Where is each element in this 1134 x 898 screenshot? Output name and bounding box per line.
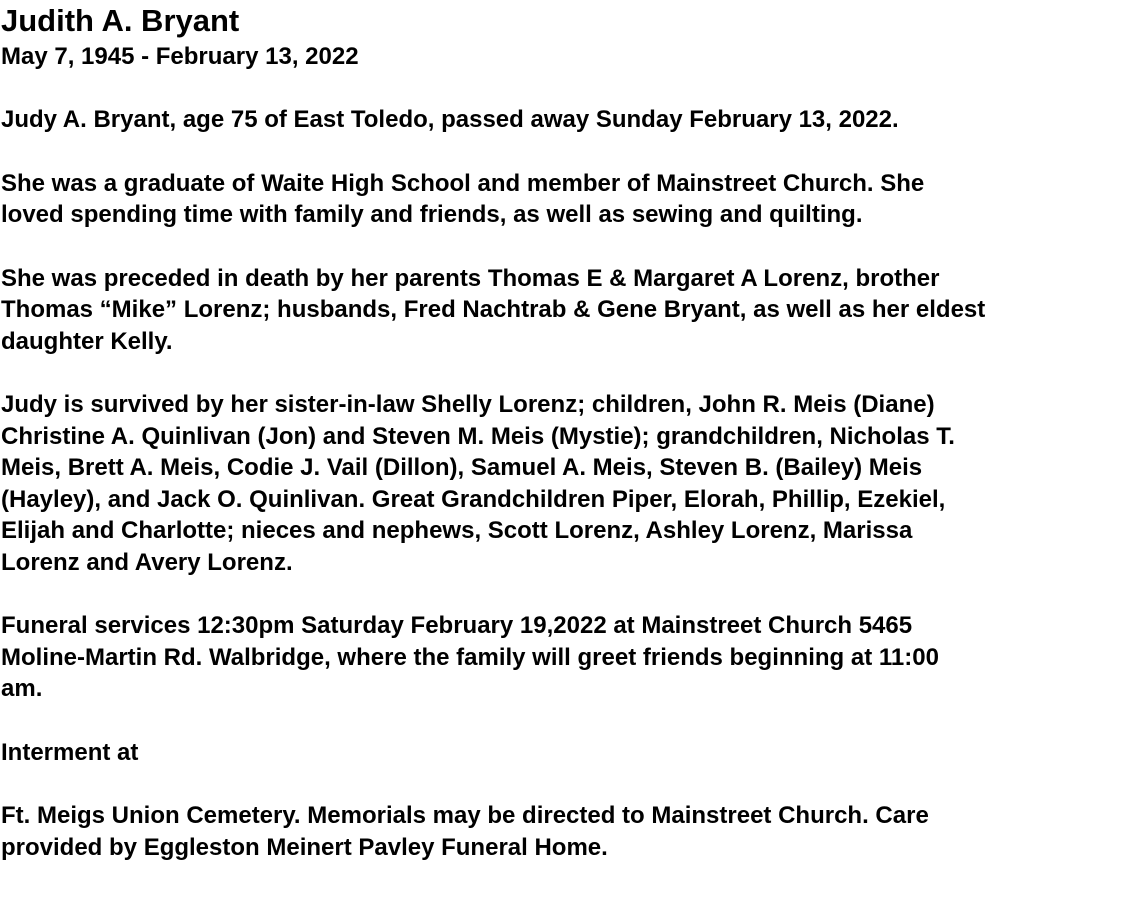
text-line: She was a graduate of Waite High School and member of Mainstreet Church. She	[1, 169, 925, 197]
text-line: Thomas “Mike” Lorenz; husbands, Fred Nachtrab & Gene Bryant, as well as her eldest	[1, 296, 986, 323]
text-line: provided by Eggleston Meinert Pavley Funeral Home.	[1, 833, 608, 861]
text-line: Judy is survived by her sister-in-law Shelly Lorenz; children, John R. Meis (Diane)	[1, 391, 935, 418]
paragraph-preceded-in-death	[1, 263, 1132, 358]
text-line: Funeral services 12:30pm Saturday February 19,2022 at Mainstreet Church 5465	[1, 612, 913, 639]
text-line: loved spending time with family and friends, as well as sewing and quilting.	[1, 201, 863, 228]
paragraph-funeral-services	[1, 610, 1132, 705]
deceased-name: Judith A. Bryant	[1, 3, 240, 38]
text-line: (Hayley), and Jack O. Quinlivan. Great Grandchildren Piper, Elorah, Phillip, Ezekiel,	[1, 485, 946, 513]
text-line: Moline-Martin Rd. Walbridge, where the family will greet friends beginning at 11:00	[1, 643, 939, 671]
paragraph-interment	[1, 737, 1132, 769]
text-line: She was preceded in death by her parents Thomas E & Margaret A Lorenz, brother	[1, 264, 940, 292]
text-line: Ft. Meigs Union Cemetery. Memorials may be directed to Mainstreet Church. Care	[1, 802, 929, 829]
paragraph-biography	[1, 168, 1132, 231]
text-line: Elijah and Charlotte; nieces and nephews, Scott Lorenz, Ashley Lorenz, Marissa	[1, 517, 913, 544]
obituary-document	[1, 0, 1132, 863]
text-line: Interment at	[1, 738, 139, 766]
paragraph-announcement	[1, 104, 1132, 136]
text-line: am.	[1, 675, 43, 702]
life-dates: May 7, 1945 - February 13, 2022	[1, 43, 359, 70]
paragraph-memorials	[1, 800, 1132, 863]
text-line: Judy A. Bryant, age 75 of East Toledo, passed away Sunday February 13, 2022.	[1, 106, 899, 133]
text-line: Lorenz and Avery Lorenz.	[1, 548, 293, 576]
text-line: daughter Kelly.	[1, 327, 173, 355]
paragraph-survivors	[1, 389, 1132, 578]
text-line: Meis, Brett A. Meis, Codie J. Vail (Dillon), Samuel A. Meis, Steven B. (Bailey) Meis	[1, 454, 923, 481]
text-line: Christine A. Quinlivan (Jon) and Steven M. Meis (Mystie); grandchildren, Nicholas T.	[1, 422, 955, 450]
